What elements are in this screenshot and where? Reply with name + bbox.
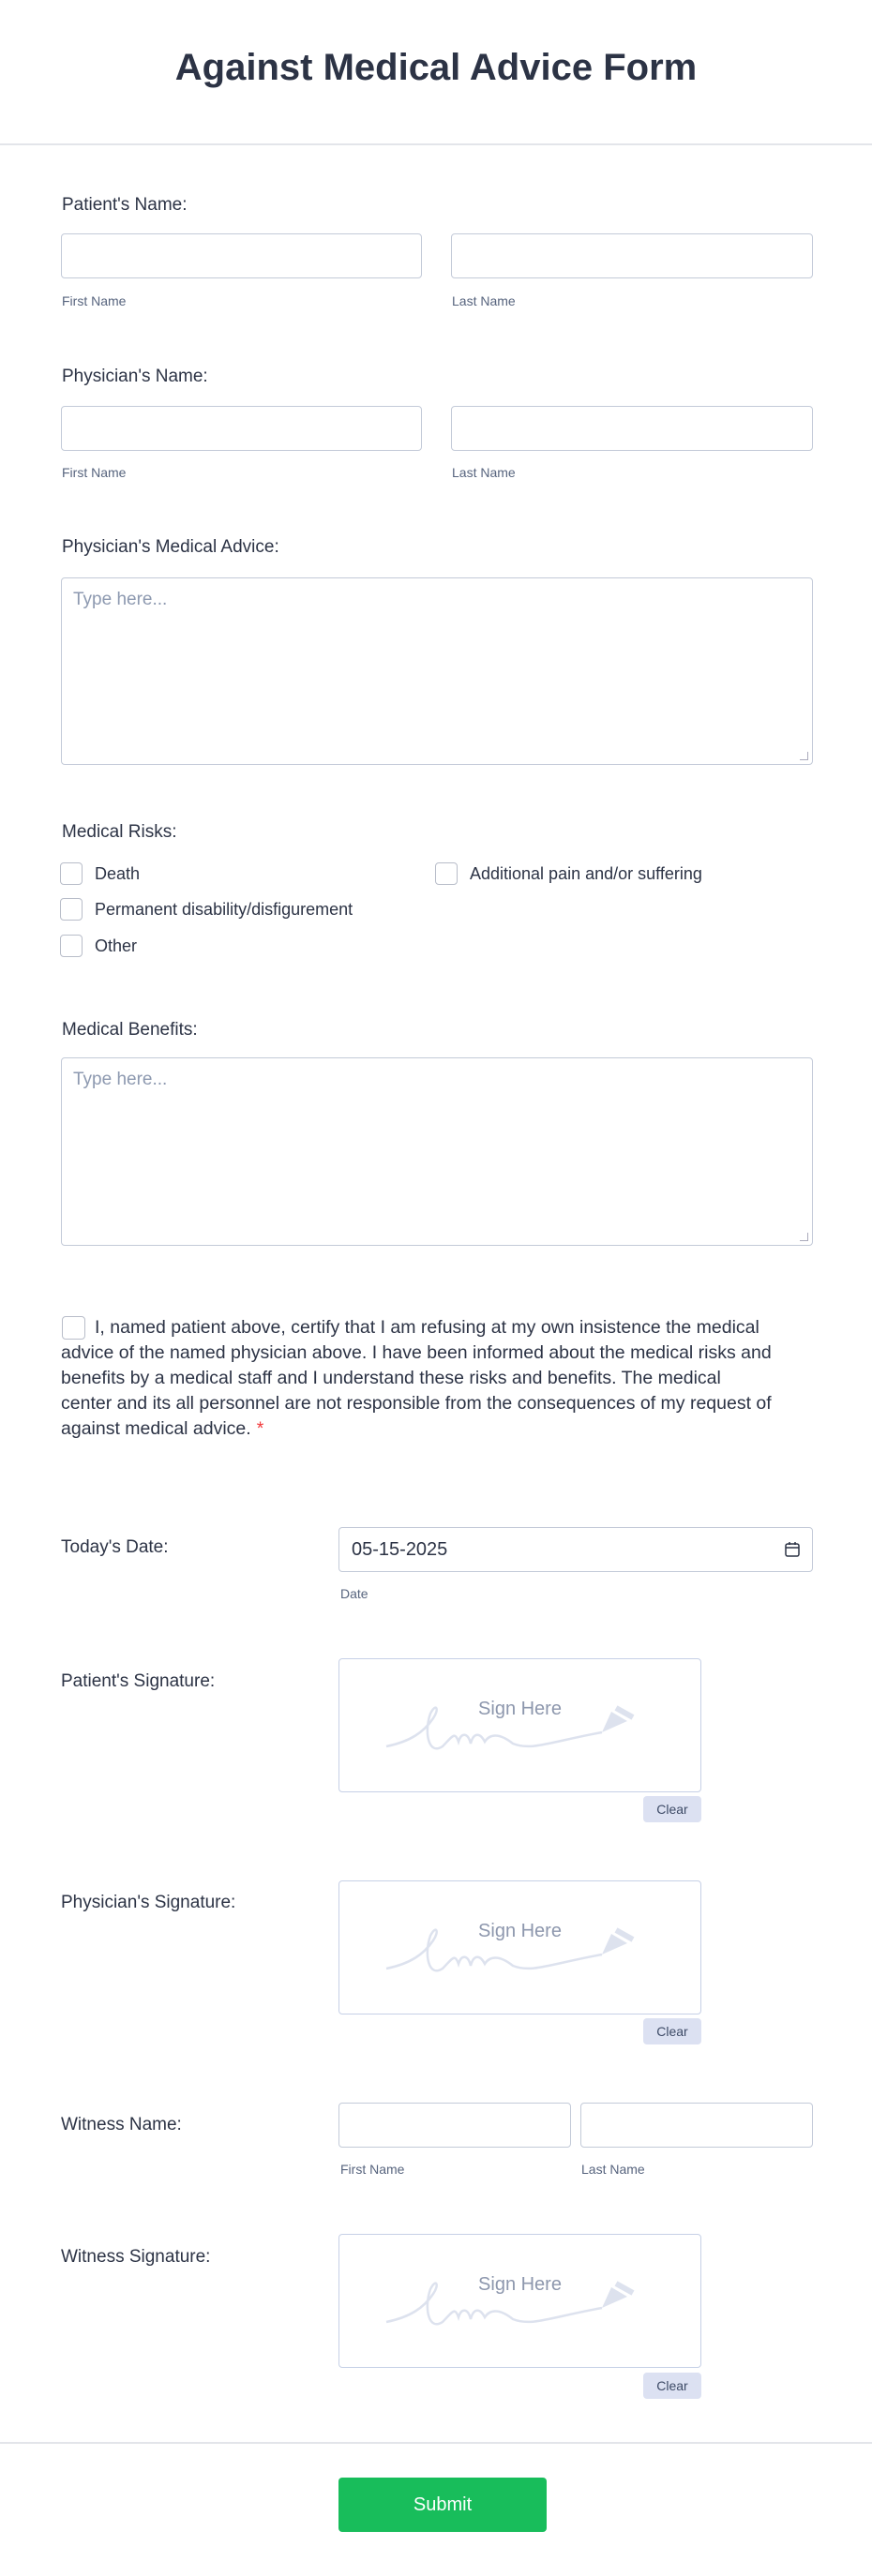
signature-pen-icon — [382, 1926, 654, 1983]
witness-last-name-input[interactable] — [580, 2103, 813, 2148]
page-title: Against Medical Advice Form — [174, 47, 698, 88]
footer-divider — [0, 2442, 872, 2444]
risk-option-other[interactable] — [60, 935, 137, 957]
witness-name-label: Witness Name: — [61, 2115, 182, 2134]
medical-benefits-label: Medical Benefits: — [62, 1020, 198, 1040]
risk-option-additional-pain[interactable] — [435, 862, 702, 885]
required-mark: * — [256, 1418, 264, 1439]
physician-last-name-sublabel: Last Name — [452, 465, 516, 480]
date-sublabel: Date — [340, 1586, 368, 1601]
risk-option-label: Other — [95, 936, 138, 955]
sign-here-placeholder: Sign Here — [478, 2274, 562, 2295]
physician-signature-pad[interactable] — [338, 1880, 701, 2014]
physician-name-label: Physician's Name: — [62, 367, 208, 386]
checkbox[interactable] — [60, 898, 83, 921]
patient-signature-pad[interactable] — [338, 1658, 701, 1792]
resize-handle-icon[interactable] — [800, 1233, 808, 1241]
patient-signature-label: Patient's Signature: — [61, 1671, 216, 1691]
checkbox[interactable] — [435, 862, 458, 885]
witness-first-name-sublabel: First Name — [340, 2162, 405, 2177]
physician-signature-label: Physician's Signature: — [61, 1893, 236, 1912]
resize-handle-icon[interactable] — [800, 752, 808, 760]
consent-text: I, named patient above, certify that I am refusing at my own insistence the medical advice of the named physician above. I have been informed about the medical risks and benefits by a medical staff and I understand these risks and benefits. The medical center and its all personnel are not responsible from the consequences of my request of against medical advice. — [61, 1317, 772, 1439]
patient-first-name-sublabel: First Name — [62, 293, 127, 308]
risk-option-label: Death — [95, 863, 141, 883]
medical-benefits-textarea[interactable] — [61, 1057, 813, 1246]
witness-signature-label: Witness Signature: — [61, 2247, 211, 2267]
patient-signature-clear-button[interactable]: Clear — [643, 1796, 701, 1822]
patient-last-name-input[interactable] — [451, 233, 813, 278]
risk-option-permanent-disability[interactable] — [60, 898, 353, 921]
medical-advice-placeholder: Type here... — [73, 590, 168, 609]
date-value: 05-15-2025 — [352, 1539, 448, 1560]
todays-date-label: Today's Date: — [61, 1537, 169, 1557]
sign-here-placeholder: Sign Here — [478, 1699, 562, 1719]
patient-last-name-sublabel: Last Name — [452, 293, 516, 308]
medical-advice-label: Physician's Medical Advice: — [62, 537, 279, 557]
physician-signature-clear-button[interactable]: Clear — [643, 2018, 701, 2044]
medical-advice-textarea[interactable] — [61, 577, 813, 765]
physician-first-name-input[interactable] — [61, 406, 422, 451]
risk-option-label: Additional pain and/or suffering — [470, 863, 702, 883]
medical-benefits-placeholder: Type here... — [73, 1070, 168, 1089]
physician-last-name-input[interactable] — [451, 406, 813, 451]
witness-first-name-input[interactable] — [338, 2103, 571, 2148]
witness-signature-pad[interactable] — [338, 2234, 701, 2368]
signature-pen-icon — [382, 1704, 654, 1760]
risk-option-death[interactable] — [60, 862, 140, 885]
header-divider — [0, 143, 872, 145]
risk-option-label: Permanent disability/disfigurement — [95, 899, 353, 919]
signature-pen-icon — [382, 2280, 654, 2336]
witness-signature-clear-button[interactable]: Clear — [643, 2373, 701, 2399]
checkbox[interactable] — [60, 935, 83, 957]
witness-last-name-sublabel: Last Name — [581, 2162, 645, 2177]
consent-statement — [61, 1315, 774, 1442]
checkbox[interactable] — [60, 862, 83, 885]
physician-first-name-sublabel: First Name — [62, 465, 127, 480]
patient-first-name-input[interactable] — [61, 233, 422, 278]
calendar-icon[interactable] — [784, 1541, 801, 1558]
date-input[interactable] — [338, 1527, 813, 1572]
medical-risks-label: Medical Risks: — [62, 822, 177, 842]
submit-button[interactable]: Submit — [338, 2478, 547, 2532]
sign-here-placeholder: Sign Here — [478, 1921, 562, 1941]
patient-name-label: Patient's Name: — [62, 195, 188, 215]
